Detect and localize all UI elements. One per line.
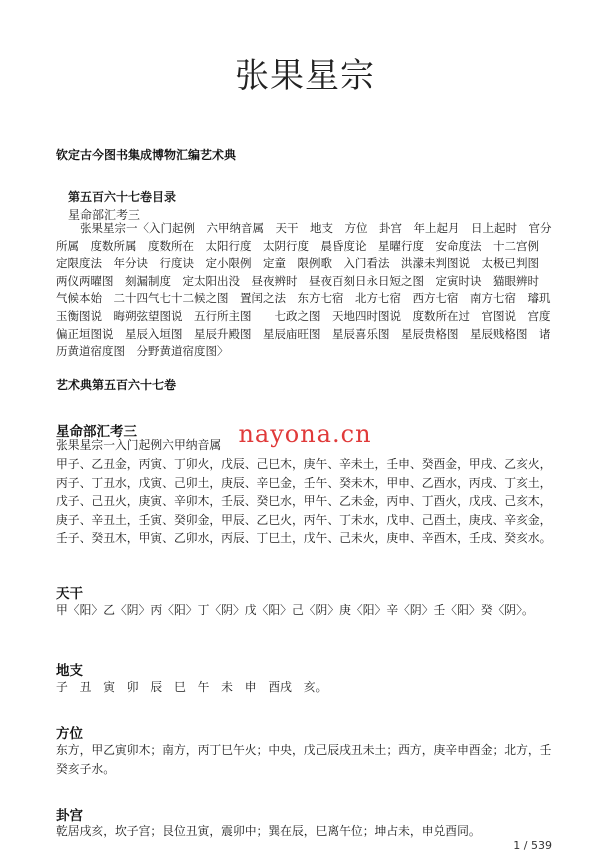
tiangan-body: 甲〈阳〉乙〈阴〉丙〈阳〉丁〈阴〉戊〈阳〉己〈阴〉庚〈阳〉辛〈阴〉壬〈阳〉癸〈阴〉。 bbox=[56, 603, 534, 617]
dizhi-heading: 地支 bbox=[56, 663, 83, 679]
tiangan-heading: 天干 bbox=[56, 586, 83, 602]
volume-heading: 艺术典第五百六十七卷 bbox=[56, 378, 177, 392]
page-number: 1 / 539 bbox=[513, 839, 552, 852]
section-subtitle: 张果星宗一入门起例六甲纳音属 bbox=[56, 438, 222, 452]
dizhi-body: 子 丑 寅 卯 辰 巳 午 未 申 酉戌 亥。 bbox=[56, 680, 328, 694]
guagong-heading: 卦宫 bbox=[56, 808, 83, 824]
section-heading: 星命部汇考三 bbox=[56, 424, 137, 440]
guagong-body: 乾居戌亥，坎子宫；艮位丑寅，震卯中；巽在辰，巳离午位；坤占未，申兑酉同。 bbox=[56, 824, 481, 838]
watermark: nayona.cn bbox=[238, 420, 372, 448]
toc-subtitle: 星命部汇考三 bbox=[68, 208, 141, 222]
fangwei-heading: 方位 bbox=[56, 726, 83, 742]
source-heading: 钦定古今图书集成博物汇编艺术典 bbox=[56, 148, 237, 162]
document-title: 张果星宗 bbox=[235, 56, 375, 96]
toc-title: 第五百六十七卷目录 bbox=[68, 190, 177, 204]
section-body: 甲子、乙丑金，丙寅、丁卯火，戊辰、己巳木，庚午、辛未土，壬申、癸酉金，甲戌、乙亥火，丙子、丁丑水，戊寅、己卯土，庚辰、辛巳金，壬午、癸未木，甲申、乙酉水，丙戌、丁亥土，戊子、己丑火，庚寅、辛卯木，壬辰、癸巳水，甲午、乙未金，丙申、丁酉火，戊戌、己亥木，庚子、辛丑土，壬寅、癸卯金，甲辰、乙巳火，丙午、丁未水，戊申、己酉土，庚戌、辛亥金，壬子、癸丑木，甲寅、乙卯水，丙辰、丁巳土，戊午、己未火，庚申、辛酉木，壬戌、癸亥水。 bbox=[56, 457, 552, 545]
toc-body: 张果星宗一〈入门起例 六甲纳音属 天干 地支 方位 卦宫 年上起月 日上起时 官分所属 度数所属 度数所在 太阳行度 太阴行度 晨昏度论 星曜行度 安命度法 十二宫例 定限度法 年分诀 行度诀 定小限例 定童 限例歌 入门看法 洪濛未判图说 太极已判图 两仪两曜图 刻漏制度 定太阳出没 昼夜辨时 昼夜百刻日永日短之图 定寅时诀 猫眼辨时 气候本始 二十四气七十二候之图 置闰之法 东方七宿 北方七宿 西方七宿 南方七宿 璿玑 玉衡图说 晦朔弦望图说 五行所主图 七政之图 天地四时图说 度数所在过 官图说 宫度偏正垣图说 星辰入垣图 星辰升殿图 星辰庙旺图 星辰喜乐图 星辰贵格图 星辰贱格图 诸历黄道宿度图 分野黄道宿度图〉 bbox=[56, 221, 562, 359]
fangwei-body: 东方，甲乙寅卯木；南方，丙丁巳午火；中央，戊己辰戌丑未土；西方，庚辛申酉金；北方，壬癸亥子水。 bbox=[56, 743, 552, 776]
